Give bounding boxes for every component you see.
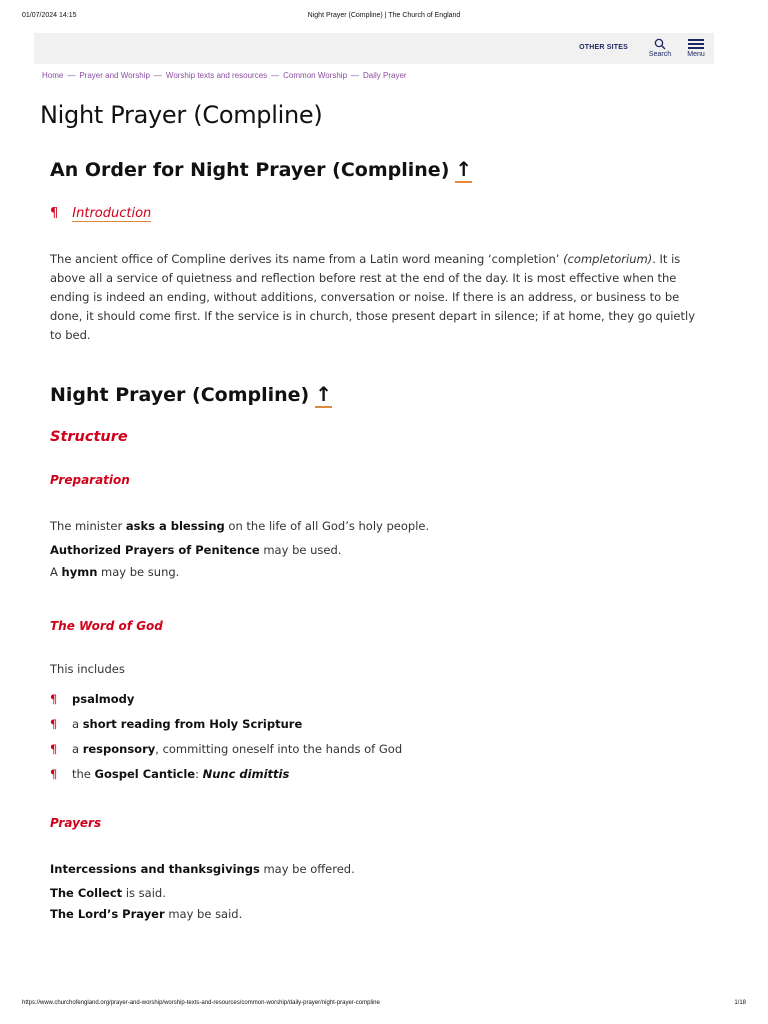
section-heading-order-text: An Order for Night Prayer (Compline) <box>50 159 450 181</box>
text: A <box>50 565 62 579</box>
intro-text-b: . It is above all a service of quietness and reflection before rest at the end of the day. It is most effective when the ending is indeed an ending, without additions, conversation or noise. If there is an address, or business to be done, it should come first. If the service is in church, those present depart in silence; if at home, they go quietly to bed. <box>50 252 696 342</box>
bold-text: responsory <box>82 742 156 756</box>
print-footer <box>22 1000 746 1010</box>
breadcrumb <box>42 71 407 80</box>
preparation-line-1 <box>50 519 429 533</box>
section-heading-compline <box>50 384 332 406</box>
prayers-line-3 <box>50 907 242 921</box>
list-item <box>50 767 289 781</box>
menu-icon <box>688 38 704 50</box>
bold-text: short reading from Holy Scripture <box>82 717 303 731</box>
bold-text: The Collect <box>50 886 123 900</box>
word-of-god-intro: This includes <box>50 662 125 676</box>
prayers-line-2 <box>50 886 166 900</box>
breadcrumb-daily-prayer[interactable]: Daily Prayer <box>363 71 407 80</box>
list-item <box>50 717 302 731</box>
text: may be used. <box>259 543 342 557</box>
introduction-link-text: Introduction <box>72 206 152 221</box>
introduction-link[interactable] <box>50 206 151 221</box>
breadcrumb-common-worship[interactable]: Common Worship <box>283 71 348 80</box>
text: a <box>72 742 83 756</box>
bold-text: hymn <box>61 565 98 579</box>
word-of-god-heading: The Word of God <box>50 619 163 633</box>
introduction-paragraph <box>50 250 710 345</box>
text: , committing oneself into the hands of God <box>155 742 403 756</box>
breadcrumb-worship-texts[interactable]: Worship texts and resources <box>165 71 268 80</box>
search-icon <box>654 38 666 50</box>
bold-text: asks a blessing <box>125 519 225 533</box>
back-to-top-arrow[interactable]: ↑ <box>315 382 332 406</box>
breadcrumb-prayer-and-worship[interactable]: Prayer and Worship <box>79 71 150 80</box>
text: may be said. <box>164 907 243 921</box>
text: may be sung. <box>97 565 180 579</box>
bold-text: The Lord’s Prayer <box>50 907 165 921</box>
text: a <box>72 717 83 731</box>
breadcrumb-home[interactable]: Home <box>42 71 64 80</box>
pilcrow-marker: ¶ <box>50 742 58 756</box>
print-url: https://www.churchofengland.org/prayer-and-worship/worship-texts-and-resources/common-worship/daily-prayer/night-prayer-compline <box>22 1000 380 1006</box>
section-heading-compline-text: Night Prayer (Compline) <box>50 384 310 406</box>
bold-text: Gospel Canticle <box>94 767 196 781</box>
menu-label: Menu <box>687 51 705 58</box>
pilcrow-marker: ¶ <box>50 206 59 221</box>
site-header <box>34 33 714 64</box>
print-datetime: 01/07/2024 14:15 <box>22 12 77 19</box>
breadcrumb-separator: — <box>153 71 162 80</box>
preparation-line-2 <box>50 543 341 557</box>
text: the <box>72 767 95 781</box>
pilcrow-marker: ¶ <box>50 767 58 781</box>
text: : <box>195 767 203 781</box>
print-page-number: 1/18 <box>734 1000 746 1006</box>
text: on the life of all God’s holy people. <box>224 519 430 533</box>
search-button[interactable] <box>648 38 672 58</box>
other-sites-button[interactable]: OTHER SITES <box>579 44 628 51</box>
search-label: Search <box>648 51 672 58</box>
breadcrumb-separator: — <box>67 71 76 80</box>
text: is said. <box>122 886 166 900</box>
bold-text: psalmody <box>72 692 135 706</box>
back-to-top-arrow[interactable]: ↑ <box>455 157 473 181</box>
bold-text: Authorized Prayers of Penitence <box>50 543 260 557</box>
preparation-heading: Preparation <box>50 473 130 487</box>
breadcrumb-separator: — <box>351 71 360 80</box>
list-item <box>50 692 134 706</box>
bold-italic-text: Nunc dimittis <box>202 767 290 781</box>
intro-text-italic: (completorium) <box>563 252 653 266</box>
text: The minister <box>50 519 126 533</box>
structure-heading: Structure <box>50 429 128 445</box>
print-header <box>22 12 746 24</box>
menu-button[interactable] <box>684 38 708 58</box>
prayers-heading: Prayers <box>50 816 102 830</box>
breadcrumb-separator: — <box>271 71 280 80</box>
pilcrow-marker: ¶ <box>50 692 58 706</box>
list-item <box>50 742 402 756</box>
preparation-line-3 <box>50 565 179 579</box>
bold-text: Intercessions and thanksgivings <box>50 862 260 876</box>
pilcrow-marker: ¶ <box>50 717 58 731</box>
intro-text-a: The ancient office of Compline derives its name from a Latin word meaning ‘completion’ <box>50 252 564 266</box>
section-heading-order <box>50 159 472 181</box>
page-title: Night Prayer (Compline) <box>40 101 323 129</box>
print-title: Night Prayer (Compline) | The Church of England <box>307 12 461 19</box>
text: may be offered. <box>259 862 355 876</box>
prayers-line-1 <box>50 862 355 876</box>
